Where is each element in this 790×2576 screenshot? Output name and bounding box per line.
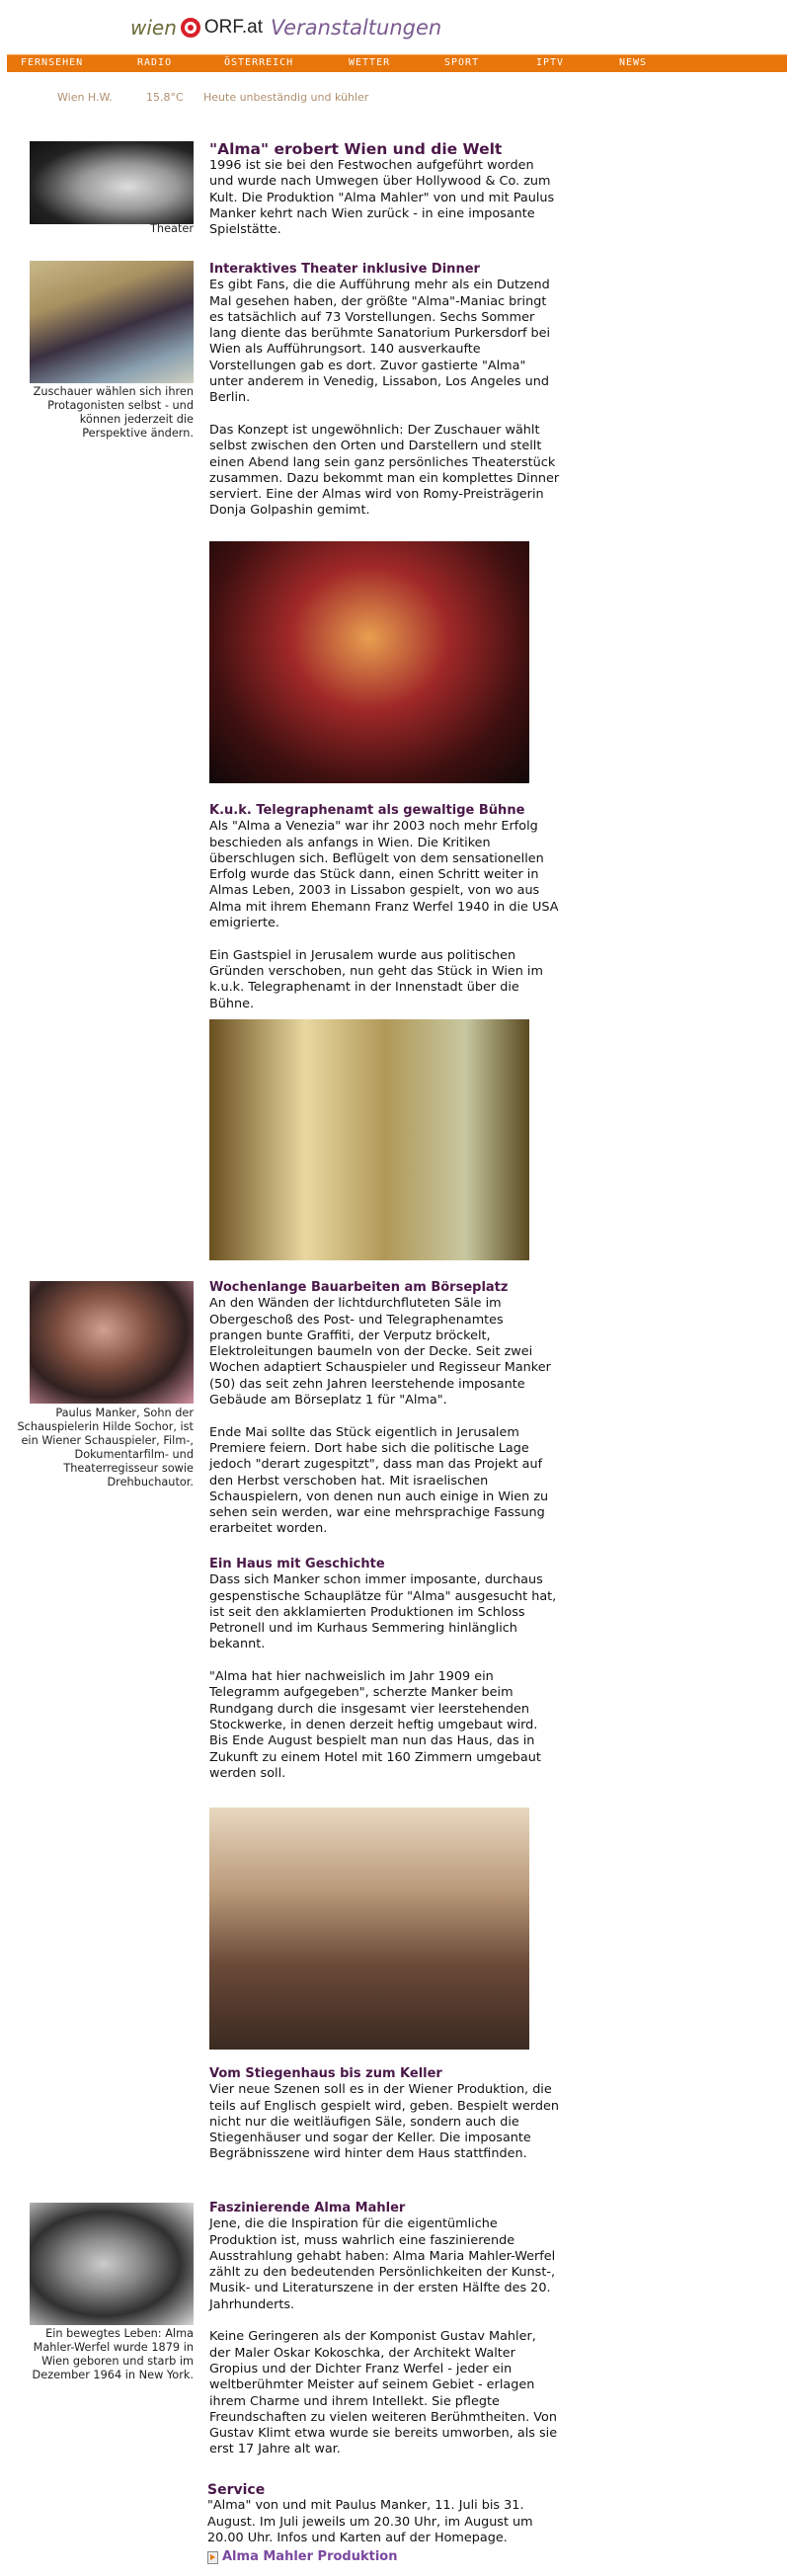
masked-actors-image — [209, 541, 529, 783]
article-section — [209, 2066, 560, 2179]
section-heading: Vom Stiegenhaus bis zum Keller — [209, 2066, 442, 2081]
article-section — [209, 1280, 560, 1554]
paragraph: Es gibt Fans, die die Aufführung mehr als ein Dutzend Mal gesehen haben, der größte "Alma"-Maniac bringt es tatsächlich auf 73 Vorstellungen. Sechs Sommer lang diente das berühmte Sanatorium Purkersdorf bei Wien als Aufführungsort. 140 ausverkaufte Vorstellungen gab es dort. Zuvor gastierte "Alma" unter anderem in Venedig, Lissabon, Los Angeles und Berlin. — [209, 278, 551, 406]
paragraph: Jene, die die Inspiration für die eigentümliche Produktion ist, muss wahrlich eine faszinierende Ausstrahlung gehabt haben: Alma Maria Mahler-Werfel zählt zu den bedeutenden Persönlichkeiten der Kunst-, Musik- und Literaturszene in der ersten Hälfte des 20. Jahrhunderts. — [209, 2216, 556, 2312]
service-text: "Alma" von und mit Paulus Manker, 11. Juli bis 31. August. Im Juli jeweils um 20.30 Uhr, im August um 20.00 Uhr. Infos und Karten auf der Homepage. — [207, 2498, 533, 2545]
service-heading: Service — [207, 2482, 266, 2498]
paragraph: Ein Gastspiel in Jerusalem wurde aus politischen Gründen verschoben, nun geht das Stück in Wien im k.u.k. Telegraphenamt in der Innenstadt über die Bühne. — [209, 947, 543, 1011]
section-heading: Interaktives Theater inklusive Dinner — [209, 262, 480, 277]
nav-iptv[interactable]: IPTV — [536, 57, 565, 68]
paragraph: Als "Alma a Venezia" war ihr 2003 noch mehr Erfolg beschieden als anfangs in Wien. Die Kritiken überschlugen sich. Beflügelt von dem sensationellen Erfolg wurde das Stück dann, einen Schritt weiter in Almas Leben, 2003 in Lissabon gespielt, von wo aus Alma mit ihrem Ehemann Franz Werfel 1940 in die USA emigrierte. — [209, 819, 559, 931]
site-logo[interactable] — [130, 14, 441, 41]
article-section — [209, 1557, 560, 1798]
section-heading: Wochenlange Bauarbeiten am Börseplatz — [209, 1280, 509, 1295]
image-caption: Ein bewegtes Leben: Alma Mahler-Werfel wurde 1879 in Wien geboren und starb im Dezember 1964 in New York. — [32, 2327, 194, 2381]
image-caption: Theater — [150, 222, 194, 235]
paragraph: Dass sich Manker schon immer imposante, durchaus gespenstische Schauplätze für "Alma" ausgesucht hat, ist seit den akklamierten Produktionen im Schloss Petronell und im Kurhaus Semmering hinlänglich bekannt. — [209, 1572, 557, 1652]
section-heading: K.u.k. Telegraphenamt als gewaltige Bühne — [209, 803, 525, 818]
logo-orf: ORF.at — [203, 17, 264, 38]
nav-oesterreich[interactable]: ÖSTERREICH — [224, 57, 294, 68]
paragraph: Vier neue Szenen soll es in der Wiener Produktion, die teils auf Englisch gespielt wird, geben. Bespielt werden nicht nur die weitläufigen Säle, sondern auch die Stiegenhäuser und sogar der Keller. Die imposante Begräbnisszene wird hinter dem Haus stattfinden. — [209, 2082, 559, 2162]
link-label: Alma Mahler Produktion — [222, 2549, 398, 2565]
historic-telegraph-office-image — [209, 1808, 529, 2050]
arrow-right-icon — [207, 2551, 218, 2564]
service-section — [207, 2482, 558, 2565]
logo-wien: wien — [130, 16, 177, 40]
image-caption: Zuschauer wählen sich ihren Protagonisten selbst - und können jederzeit die Perspektive ändern. — [33, 385, 194, 440]
dinner-scene-image — [30, 261, 194, 383]
image-caption: Paulus Manker, Sohn der Schauspielerin Hilde Sochor, ist ein Wiener Schauspieler, Film-, Dokumentarfilm- und Theaterregisseur sowie Drehbuchautor. — [17, 1407, 194, 1489]
paulus-manker-image — [30, 1281, 194, 1404]
article-section — [209, 2201, 560, 2474]
nav-fernsehen[interactable]: FERNSEHEN — [21, 57, 84, 68]
section-heading: Ein Haus mit Geschichte — [209, 1557, 385, 1571]
nav-wetter[interactable]: WETTER — [349, 57, 391, 68]
paragraph: Ende Mai sollte das Stück eigentlich in Jerusalem Premiere feiern. Dort habe sich die politische Lage jedoch "derart zugespitzt", dass man das Projekt auf den Herbst verschoben hat. Mit israelischen Schauspielern, von denen nun auch einige in Wien zu sehen sein werden, war eine mehrsprachige Fassung erarbeitet worden. — [209, 1424, 549, 1537]
logo-section: Veranstaltungen — [271, 16, 442, 40]
paragraph: An den Wänden der lichtdurchfluteten Säle im Obergeschoß des Post- und Telegraphenamtes prangen bunte Graffiti, der Verputz bröckelt, Elektroleitungen baumeln von der Decke. Seit zwei Wochen adaptiert Schauspieler und Regisseur Manker (50) das seit zehn Jahren leerstehende imposante Gebäude am Börseplatz 1 für "Alma". — [209, 1296, 551, 1409]
paragraph: "Alma hat hier nachweislich im Jahr 1909 ein Telegramm aufgegeben", scherzte Manker beim Rundgang durch die insgesamt vier leerstehenden Stockwerke, in denen derzeit heftig umgebaut wird. Bis Ende August bespielt man nun das Haus, das in Zukunft zu einem Hotel mit 160 Zimmern umgebaut werden soll. — [209, 1669, 541, 1781]
weather-location: Wien H.W. — [57, 91, 113, 104]
weather-temp: 15.8°C — [146, 91, 184, 104]
article-section — [209, 803, 560, 1028]
alma-mahler-produktion-link[interactable] — [207, 2549, 558, 2565]
alma-mahler-portrait-image — [30, 2203, 194, 2325]
main-nav — [7, 54, 787, 72]
article-section — [209, 262, 560, 535]
paragraph: 1996 ist sie bei den Festwochen aufgeführt worden und wurde nach Umwegen über Hollywood & Co. zum Kult. Die Produktion "Alma Mahler" von und mit Paulus Manker kehrt nach Wien zurück - in eine imposante Spielstätte. — [209, 158, 555, 238]
nav-news[interactable]: NEWS — [619, 57, 648, 68]
article-section — [209, 140, 560, 255]
section-heading: Faszinierende Alma Mahler — [209, 2201, 406, 2215]
alma-portrait-image — [30, 141, 194, 224]
nav-sport[interactable]: SPORT — [444, 57, 480, 68]
nav-radio[interactable]: RADIO — [137, 57, 173, 68]
paragraph: Keine Geringeren als der Komponist Gustav Mahler, der Maler Oskar Kokoschka, der Architekt Walter Gropius und der Dichter Franz Werfel - jeder ein weltberühmter Meister auf seinem Gebiet - erlagen ihrem Charme und ihrem Intellekt. Sie pflegte Freundschaften zu vielen weiteren Berühmtheiten. Von Gustav Klimt etwa wurde sie bereits umworben, als sie erst 17 Jahre alt war. — [209, 2329, 558, 2457]
orf-eye-icon — [181, 18, 200, 38]
article-title: "Alma" erobert Wien und die Welt — [209, 140, 503, 158]
weather-desc: Heute unbeständig und kühler — [203, 91, 369, 104]
paragraph: Das Konzept ist ungewöhnlich: Der Zuschauer wählt selbst zwischen den Orten und Darstellern und stellt einen Abend lang sein ganz persönliches Theaterstück zusammen. Dazu bekommt man ein komplettes Dinner serviert. Eine der Almas wird von Romy-Preisträgerin Donja Golpashin gemimt. — [209, 422, 560, 519]
telegraph-hall-image — [209, 1019, 529, 1260]
